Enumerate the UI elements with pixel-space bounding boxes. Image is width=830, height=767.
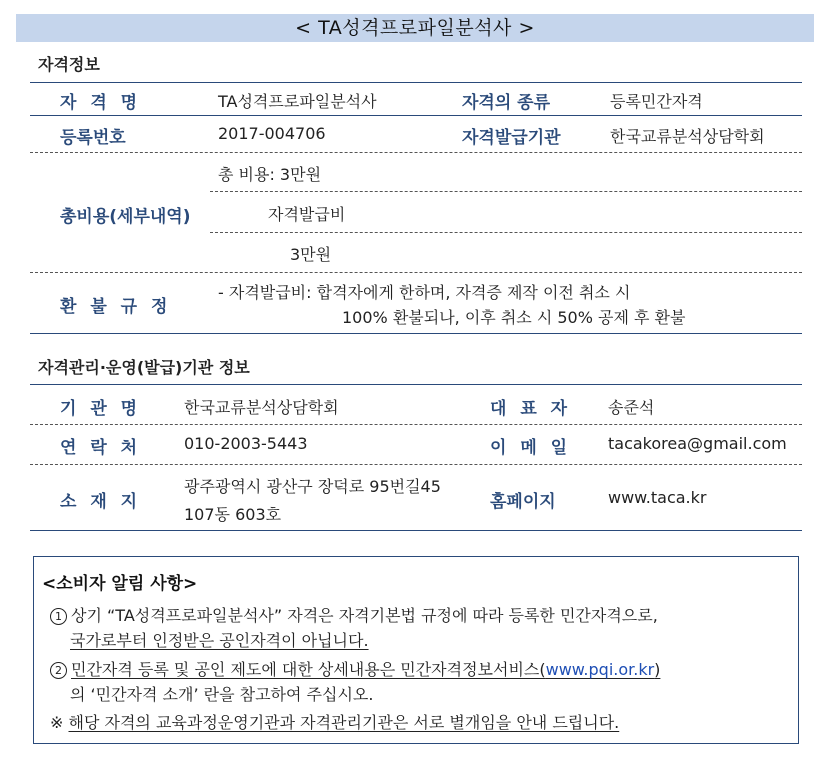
org-name-value: 한국교류분석상담학회 <box>184 398 339 417</box>
org-info-heading: 자격관리·운영(발급)기관 정보 <box>38 358 250 377</box>
notice-item-2-line-2: 의 ‘민간자격 소개’ 란을 참고하여 주십시오. <box>70 685 374 704</box>
divider <box>30 82 802 83</box>
reference-mark: ※ <box>50 713 64 732</box>
issuer-value: 한국교류분석상담학회 <box>610 127 765 146</box>
email-label: 이 메 일 <box>490 438 572 458</box>
notice-item-3-text: 해당 자격의 교육과정운영기관과 자격관리기관은 서로 별개임을 안내 드립니다. <box>68 713 620 732</box>
notice-item-1-line-2: 국가로부터 인정받은 공인자격이 아닙니다. <box>70 631 369 650</box>
org-name-label: 기 관 명 <box>60 399 142 419</box>
homepage-label: 홈페이지 <box>490 492 556 512</box>
divider <box>30 530 802 531</box>
divider <box>30 333 802 334</box>
reg-number-value: 2017-004706 <box>218 124 326 143</box>
cost-item-name: 자격발급비 <box>268 205 346 224</box>
cost-label: 총비용(세부내역) <box>60 207 191 227</box>
notice-item-1 <box>50 603 658 626</box>
qual-name-value: TA성격프로파일분석사 <box>218 92 377 111</box>
divider <box>30 272 802 273</box>
refund-line-2: 100% 환불되나, 이후 취소 시 50% 공제 후 환불 <box>342 308 686 327</box>
qual-type-value: 등록민간자격 <box>610 92 703 111</box>
contact-label: 연 락 처 <box>60 438 142 458</box>
divider <box>30 384 802 385</box>
circled-number-2: 2 <box>50 662 67 679</box>
address-line-1: 광주광역시 광산구 장덕로 95번길45 <box>184 477 441 496</box>
notice-item-3 <box>50 710 619 733</box>
notice-item-2-text: 민간자격 등록 및 공인 제도에 대한 상세내용은 민간자격정보서비스( <box>71 660 546 679</box>
email-value: tacakorea@gmail.com <box>608 434 787 453</box>
notice-item-2-line-1 <box>71 660 660 679</box>
homepage-value: www.taca.kr <box>608 488 707 507</box>
refund-line-1: - 자격발급비: 합격자에게 한하며, 자격증 제작 이전 취소 시 <box>218 283 631 302</box>
consumer-notice-box <box>33 556 799 744</box>
notice-title: <소비자 알림 사항> <box>42 574 198 594</box>
divider <box>30 424 802 425</box>
qual-name-label: 자 격 명 <box>60 93 142 113</box>
rep-value: 송준석 <box>608 398 655 417</box>
notice-item-2-paren: ) <box>654 660 661 679</box>
reg-number-label: 등록번호 <box>60 128 126 148</box>
address-line-2: 107동 603호 <box>184 505 282 524</box>
notice-item-1-line-1: 상기 “TA성격프로파일분석사” 자격은 자격기본법 규정에 따라 등록한 민간자격으로, <box>71 606 658 625</box>
cost-item-value: 3만원 <box>290 245 332 264</box>
address-label: 소 재 지 <box>60 492 142 512</box>
pqi-link[interactable]: www.pqi.or.kr <box>545 660 655 679</box>
contact-value: 010-2003-5443 <box>184 434 308 453</box>
divider <box>30 152 802 153</box>
page-title: < TA성격프로파일분석사 > <box>16 14 814 42</box>
qual-type-label: 자격의 종류 <box>462 93 551 113</box>
divider <box>30 115 802 116</box>
issuer-label: 자격발급기관 <box>462 128 561 148</box>
notice-item-2 <box>50 657 660 680</box>
rep-label: 대 표 자 <box>490 399 572 419</box>
refund-label: 환 불 규 정 <box>60 297 172 317</box>
divider <box>210 232 802 233</box>
circled-number-1: 1 <box>50 608 67 625</box>
divider <box>210 191 802 192</box>
divider <box>30 464 802 465</box>
cost-total: 총 비용: 3만원 <box>218 165 322 184</box>
qual-info-heading: 자격정보 <box>38 55 100 74</box>
